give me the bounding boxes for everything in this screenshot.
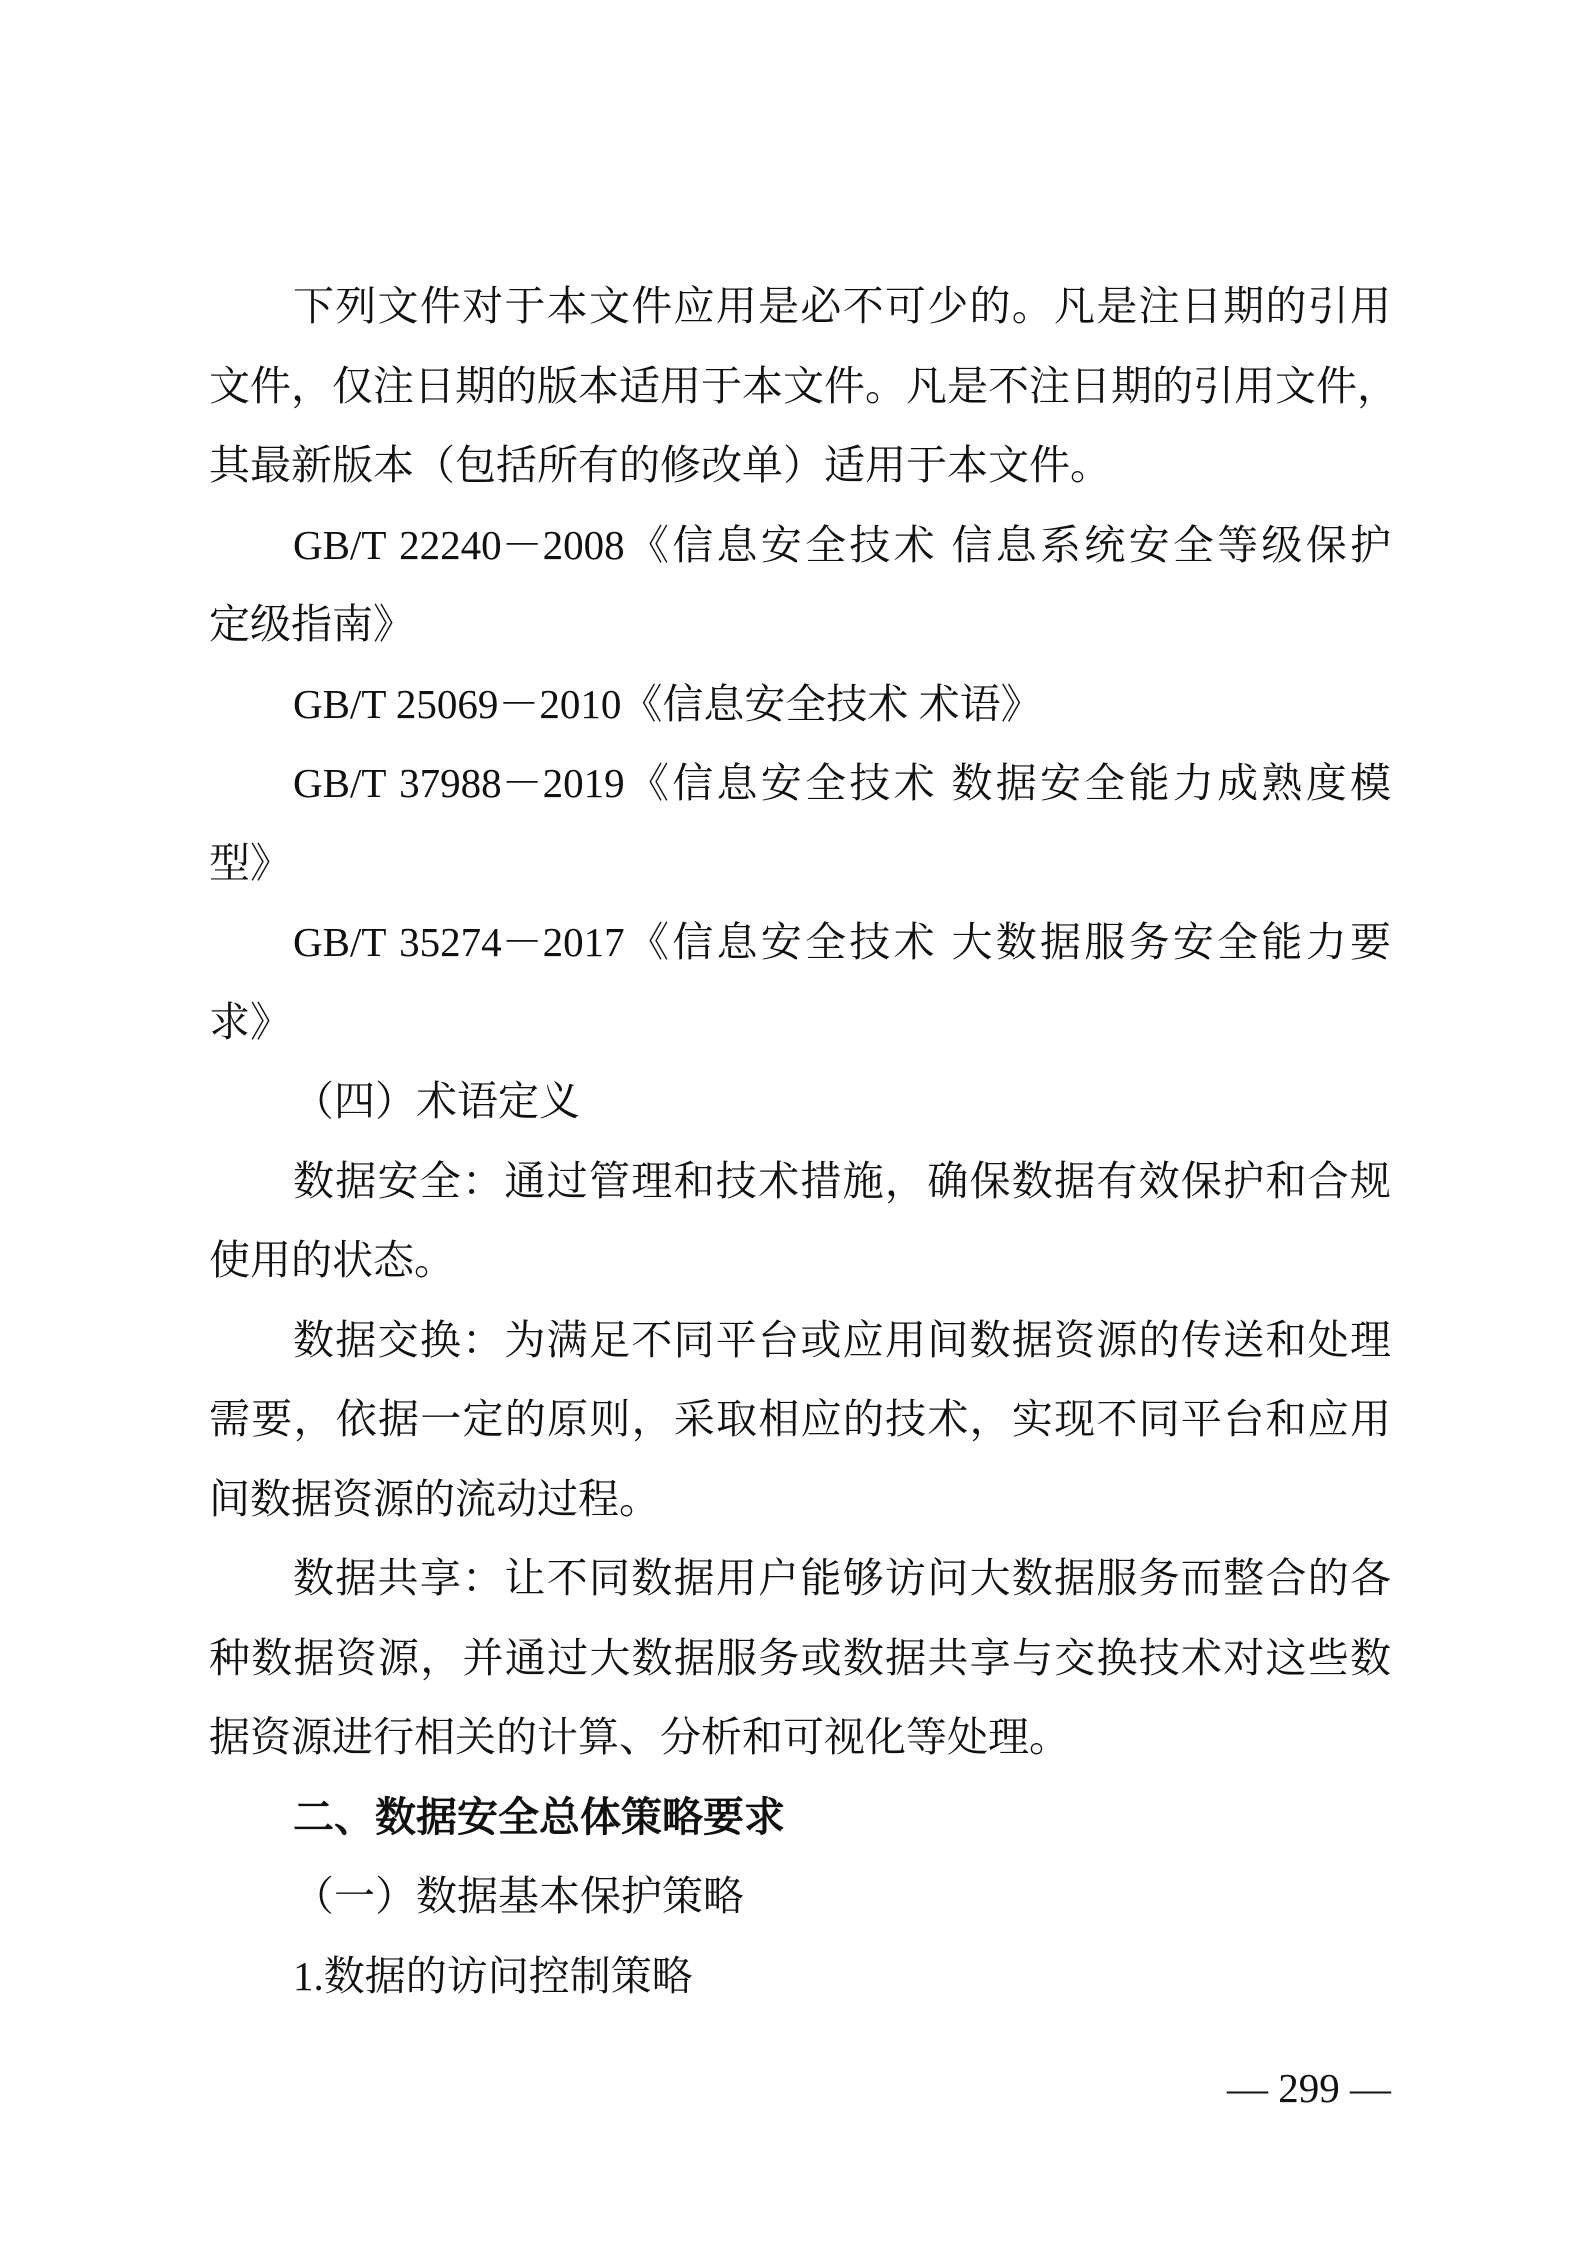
text-line: （一）数据基本保护策略 — [293, 1873, 744, 1919]
text-line: 需要，依据一定的原则，采取相应的技术，实现不同平台和应用 — [209, 1396, 1391, 1442]
text-line: 数据安全：通过管理和技术措施，确保数据有效保护和合规 — [293, 1157, 1391, 1204]
text-line: 下列文件对于本文件应用是必不可少的。凡是注日期的引用 — [293, 283, 1391, 329]
text-line: 二、数据安全总体策略要求 — [293, 1792, 785, 1841]
text-line: GB/T 25069－2010《信息安全技术 术语》 — [293, 680, 1042, 727]
text-line: 数据交换：为满足不同平台或应用间数据资源的传送和处理 — [293, 1316, 1391, 1363]
paragraph — [209, 267, 1398, 506]
document-body — [209, 267, 1398, 2016]
text-line: 其最新版本（包括所有的修改单）适用于本文件。 — [209, 442, 1111, 488]
paragraph — [209, 506, 1391, 665]
text-line: 定级指南》 — [209, 601, 414, 647]
paragraph — [209, 744, 1391, 903]
text-line: 求》 — [209, 998, 291, 1045]
text-line: 1.数据的访问控制策略 — [293, 1952, 693, 1999]
text-line: 使用的状态。 — [209, 1237, 455, 1283]
paragraph — [209, 1142, 1391, 1301]
section-heading — [209, 1778, 1391, 1858]
text-line: GB/T 35274－2017《信息安全技术 大数据服务安全能力要 — [293, 919, 1391, 965]
text-line: 据资源进行相关的计算、分析和可视化等处理。 — [209, 1714, 1070, 1760]
subsection-heading — [209, 1857, 1391, 1937]
paragraph — [209, 1539, 1391, 1778]
text-line: 型》 — [209, 839, 291, 886]
text-line: 间数据资源的流动过程。 — [209, 1475, 660, 1522]
paragraph — [209, 665, 1391, 745]
paragraph — [209, 903, 1391, 1062]
subsection-heading — [209, 1937, 1391, 2017]
text-line: 文件，仅注日期的版本适用于本文件。凡是不注日期的引用文件， — [209, 362, 1398, 409]
page-number: — 299 — — [1227, 2065, 1391, 2111]
text-line: （四）术语定义 — [293, 1078, 580, 1124]
text-line: GB/T 37988－2019《信息安全技术 数据安全能力成熟度模 — [293, 760, 1391, 806]
text-line: 数据共享：让不同数据用户能够访问大数据服务而整合的各 — [293, 1555, 1391, 1601]
paragraph — [209, 1301, 1391, 1540]
text-line: GB/T 22240－2008《信息安全技术 信息系统安全等级保护 — [293, 521, 1391, 568]
text-line: 种数据资源，并通过大数据服务或数据共享与交换技术对这些数 — [209, 1634, 1391, 1681]
subsection-heading — [209, 1062, 1391, 1142]
